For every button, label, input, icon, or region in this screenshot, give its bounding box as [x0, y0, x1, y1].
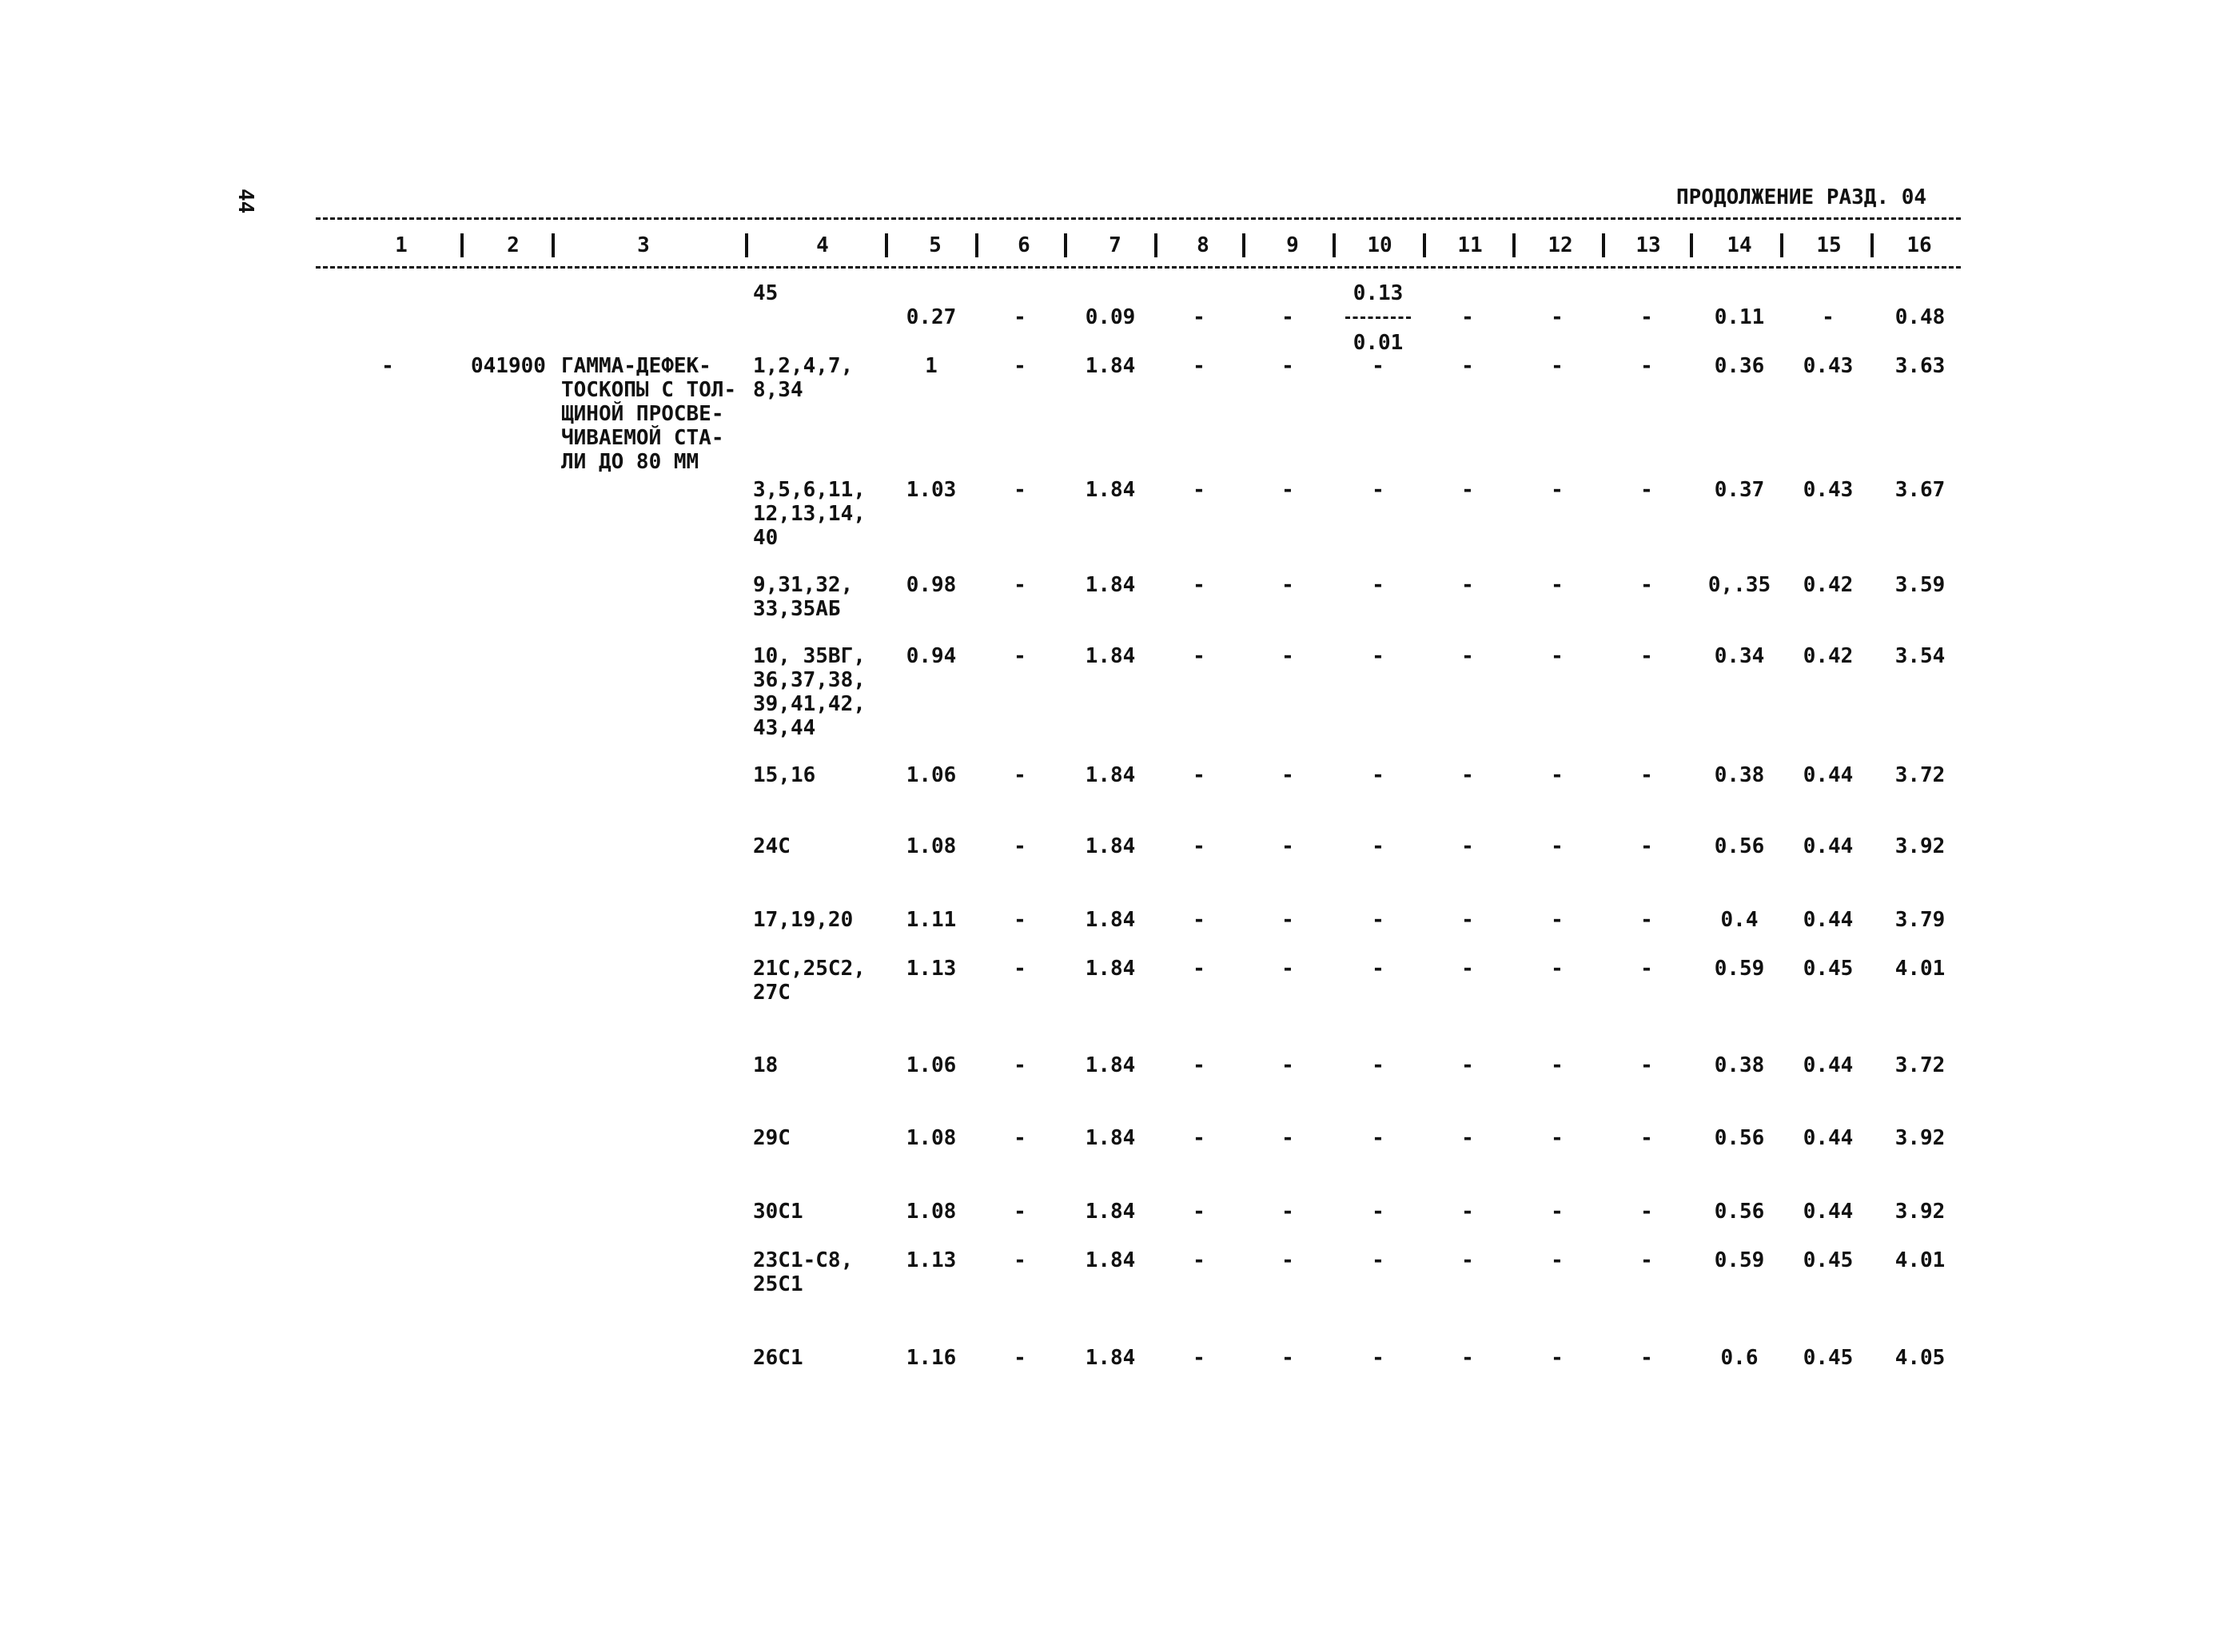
page-number: 44	[233, 189, 257, 214]
cell-col16: 3.72	[1894, 1053, 1946, 1077]
cell-col14: 0.59	[1714, 1248, 1765, 1272]
cell-col13: -	[1640, 1346, 1653, 1370]
cell-col13: -	[1640, 478, 1653, 502]
cell-col11: -	[1461, 1248, 1474, 1272]
column-separator	[1242, 233, 1245, 257]
cell-col9: -	[1281, 354, 1294, 378]
column-header-5: 5	[929, 233, 942, 257]
cell-col13: -	[1640, 1053, 1653, 1077]
cell-col14: 0.56	[1714, 1200, 1765, 1224]
cell-col15: 0.42	[1803, 573, 1854, 597]
column-separator	[1064, 233, 1067, 257]
cell-col10: -	[1372, 478, 1384, 502]
cell-col16: 3.63	[1894, 354, 1946, 378]
column-header-3: 3	[637, 233, 650, 257]
column-header-9: 9	[1286, 233, 1299, 257]
cell-col4: 15,16	[753, 763, 816, 787]
column-separator	[1780, 233, 1783, 257]
fraction-line	[1345, 316, 1411, 319]
cell-col13: -	[1640, 1200, 1653, 1224]
column-header-1: 1	[395, 233, 408, 257]
cell-col5: 1.08	[906, 1126, 957, 1150]
cell-col6: -	[1014, 1248, 1026, 1272]
cell-col6: -	[1014, 908, 1026, 932]
cell-col14: 0.36	[1714, 354, 1765, 378]
cell-col12: -	[1551, 354, 1564, 378]
column-header-14: 14	[1727, 233, 1752, 257]
cell-col4: 24С	[753, 834, 791, 858]
cell-col10-numerator: 0.13	[1353, 281, 1404, 305]
cell-col13: -	[1640, 834, 1653, 858]
cell-col8: -	[1193, 957, 1205, 981]
cell-col5: 1.16	[906, 1346, 957, 1370]
cell-col12: -	[1551, 573, 1564, 597]
cell-col7: 1.84	[1085, 354, 1136, 378]
cell-col4: 18	[753, 1053, 779, 1077]
cell-col14: 0.56	[1714, 1126, 1765, 1150]
cell-col11: -	[1461, 1200, 1474, 1224]
cell-col15: 0.43	[1803, 478, 1854, 502]
cell-col10: -	[1372, 1126, 1384, 1150]
cell-col8: -	[1193, 354, 1205, 378]
cell-col15: 0.44	[1803, 1126, 1854, 1150]
cell-col15: 0.44	[1803, 1053, 1854, 1077]
cell-col14: 0.59	[1714, 957, 1765, 981]
column-separator	[1602, 233, 1605, 257]
cell-col6: -	[1014, 478, 1026, 502]
cell-col7: 1.84	[1085, 957, 1136, 981]
column-separator	[975, 233, 978, 257]
cell-col11: -	[1461, 763, 1474, 787]
cell-col5: 1.11	[906, 908, 957, 932]
cell-col9: -	[1281, 305, 1294, 329]
cell-col8: -	[1193, 1346, 1205, 1370]
cell-col9: -	[1281, 1248, 1294, 1272]
cell-col16: 3.67	[1894, 478, 1946, 502]
cell-col10: -	[1372, 1248, 1384, 1272]
cell-col9: -	[1281, 957, 1294, 981]
cell-col8: -	[1193, 305, 1205, 329]
cell-col7: 1.84	[1085, 1126, 1136, 1150]
cell-col9: -	[1281, 1200, 1294, 1224]
column-separator	[1512, 233, 1516, 257]
cell-col4: 21С,25С2, 27С	[753, 957, 866, 1005]
cell-col10: -	[1372, 957, 1384, 981]
column-separator	[885, 233, 888, 257]
cell-col5: 1.03	[906, 478, 957, 502]
cell-col16: 3.59	[1894, 573, 1946, 597]
cell-col9: -	[1281, 644, 1294, 668]
cell-col5: 1.13	[906, 1248, 957, 1272]
table-top-rule	[316, 217, 1961, 220]
cell-col8: -	[1193, 1126, 1205, 1150]
cell-col5: 1.13	[906, 957, 957, 981]
cell-col8: -	[1193, 908, 1205, 932]
column-header-12: 12	[1548, 233, 1573, 257]
cell-col12: -	[1551, 957, 1564, 981]
cell-col6: -	[1014, 1126, 1026, 1150]
cell-col14: 0.56	[1714, 834, 1765, 858]
cell-col6: -	[1014, 644, 1026, 668]
cell-col4: 30С1	[753, 1200, 803, 1224]
cell-col15: 0.45	[1803, 1346, 1854, 1370]
column-header-13: 13	[1635, 233, 1661, 257]
cell-col7: 0.09	[1085, 305, 1136, 329]
cell-col14: 0.34	[1714, 644, 1765, 668]
cell-col8: -	[1193, 1248, 1205, 1272]
cell-col6: -	[1014, 1346, 1026, 1370]
column-header-8: 8	[1197, 233, 1209, 257]
cell-col9: -	[1281, 478, 1294, 502]
cell-col8: -	[1193, 763, 1205, 787]
cell-col13: -	[1640, 573, 1653, 597]
cell-col8: -	[1193, 834, 1205, 858]
cell-col7: 1.84	[1085, 1053, 1136, 1077]
group-name: ГАММА-ДЕФЕК- ТОСКОПЫ С ТОЛ- ЩИНОЙ ПРОСВЕ- ЧИВАЕМОЙ СТА- ЛИ ДО 80 ММ	[561, 354, 737, 474]
cell-col7: 1.84	[1085, 763, 1136, 787]
cell-col12: -	[1551, 834, 1564, 858]
column-header-10: 10	[1367, 233, 1392, 257]
cell-col5: 0.27	[906, 305, 957, 329]
cell-col6: -	[1014, 573, 1026, 597]
cell-col9: -	[1281, 1126, 1294, 1150]
cell-col11: -	[1461, 1126, 1474, 1150]
cell-col10: -	[1372, 834, 1384, 858]
cell-col5: 1.06	[906, 1053, 957, 1077]
cell-col4: 26С1	[753, 1346, 803, 1370]
column-separator	[1690, 233, 1693, 257]
cell-col13: -	[1640, 644, 1653, 668]
cell-col10: -	[1372, 1053, 1384, 1077]
cell-col13: -	[1640, 763, 1653, 787]
cell-col15: 0.45	[1803, 1248, 1854, 1272]
cell-col15: 0.44	[1803, 834, 1854, 858]
cell-col5: 1	[925, 354, 938, 378]
column-header-2: 2	[507, 233, 520, 257]
cell-col14: 0.11	[1714, 305, 1765, 329]
cell-col10: -	[1372, 573, 1384, 597]
cell-col16: 3.72	[1894, 763, 1946, 787]
cell-col9: -	[1281, 1053, 1294, 1077]
cell-col14: 0.38	[1714, 763, 1765, 787]
cell-col7: 1.84	[1085, 644, 1136, 668]
cell-col11: -	[1461, 957, 1474, 981]
cell-col11: -	[1461, 354, 1474, 378]
group-code: 041900	[471, 354, 546, 378]
cell-col7: 1.84	[1085, 478, 1136, 502]
cell-col11: -	[1461, 644, 1474, 668]
cell-col5: 1.08	[906, 834, 957, 858]
cell-col4: 1,2,4,7, 8,34	[753, 354, 854, 402]
cell-col7: 1.84	[1085, 573, 1136, 597]
cell-col15: -	[1822, 305, 1835, 329]
cell-col8: -	[1193, 478, 1205, 502]
cell-col4: 29С	[753, 1126, 791, 1150]
cell-col10: -	[1372, 763, 1384, 787]
cell-col16: 3.79	[1894, 908, 1946, 932]
cell-col12: -	[1551, 305, 1564, 329]
cell-col16: 0.48	[1894, 305, 1946, 329]
cell-col16: 3.92	[1894, 834, 1946, 858]
cell-col4: 17,19,20	[753, 908, 854, 932]
cell-col13: -	[1640, 957, 1653, 981]
cell-col12: -	[1551, 1248, 1564, 1272]
cell-col16: 3.54	[1894, 644, 1946, 668]
cell-col16: 4.01	[1894, 957, 1946, 981]
cell-col8: -	[1193, 573, 1205, 597]
cell-col16: 3.92	[1894, 1200, 1946, 1224]
cell-col9: -	[1281, 573, 1294, 597]
section-continuation-title: ПРОДОЛЖЕНИЕ РАЗД. 04	[1676, 185, 1927, 209]
cell-col12: -	[1551, 1200, 1564, 1224]
cell-col4: 23С1-С8, 25С1	[753, 1248, 854, 1296]
cell-col14: 0.6	[1720, 1346, 1759, 1370]
cell-col6: -	[1014, 957, 1026, 981]
cell-col6: -	[1014, 305, 1026, 329]
cell-col4: 9,31,32, 33,35АБ	[753, 573, 854, 621]
column-separator	[1870, 233, 1874, 257]
cell-col15: 0.42	[1803, 644, 1854, 668]
cell-col11: -	[1461, 834, 1474, 858]
cell-col14: 0.37	[1714, 478, 1765, 502]
cell-col11: -	[1461, 478, 1474, 502]
cell-col14: 0.4	[1720, 908, 1759, 932]
column-separator	[1154, 233, 1157, 257]
cell-col14: 0,.35	[1707, 573, 1771, 597]
cell-col9: -	[1281, 1346, 1294, 1370]
cell-col12: -	[1551, 1053, 1564, 1077]
cell-col7: 1.84	[1085, 1248, 1136, 1272]
cell-col6: -	[1014, 354, 1026, 378]
cell-col16: 4.01	[1894, 1248, 1946, 1272]
cell-col7: 1.84	[1085, 1200, 1136, 1224]
cell-col12: -	[1551, 478, 1564, 502]
cell-col6: -	[1014, 834, 1026, 858]
cell-col12: -	[1551, 1126, 1564, 1150]
cell-col4: 3,5,6,11, 12,13,14, 40	[753, 478, 866, 550]
column-header-11: 11	[1457, 233, 1483, 257]
cell-col1: -	[381, 354, 394, 378]
cell-col10: -	[1372, 1200, 1384, 1224]
cell-col13: -	[1640, 1126, 1653, 1150]
cell-col15: 0.44	[1803, 1200, 1854, 1224]
cell-col10: -	[1372, 644, 1384, 668]
cell-col4: 45	[753, 281, 779, 305]
cell-col13: -	[1640, 908, 1653, 932]
cell-col10: -	[1372, 354, 1384, 378]
column-separator	[1423, 233, 1426, 257]
column-separator	[745, 233, 748, 257]
cell-col15: 0.43	[1803, 354, 1854, 378]
cell-col7: 1.84	[1085, 1346, 1136, 1370]
cell-col16: 4.05	[1894, 1346, 1946, 1370]
header-bottom-rule	[316, 266, 1961, 269]
cell-col7: 1.84	[1085, 834, 1136, 858]
column-header-15: 15	[1816, 233, 1842, 257]
column-header-7: 7	[1109, 233, 1121, 257]
cell-col15: 0.45	[1803, 957, 1854, 981]
cell-col10-denominator: 0.01	[1353, 331, 1404, 355]
cell-col4: 10, 35ВГ, 36,37,38, 39,41,42, 43,44	[753, 644, 866, 740]
cell-col6: -	[1014, 1200, 1026, 1224]
cell-col5: 0.94	[906, 644, 957, 668]
cell-col13: -	[1640, 354, 1653, 378]
column-separator	[1333, 233, 1336, 257]
cell-col7: 1.84	[1085, 908, 1136, 932]
cell-col15: 0.44	[1803, 763, 1854, 787]
cell-col16: 3.92	[1894, 1126, 1946, 1150]
cell-col10: -	[1372, 1346, 1384, 1370]
cell-col13: -	[1640, 305, 1653, 329]
cell-col5: 1.08	[906, 1200, 957, 1224]
cell-col11: -	[1461, 1346, 1474, 1370]
cell-col10: -	[1372, 908, 1384, 932]
cell-col6: -	[1014, 1053, 1026, 1077]
cell-col13: -	[1640, 1248, 1653, 1272]
cell-col5: 0.98	[906, 573, 957, 597]
cell-col8: -	[1193, 1053, 1205, 1077]
cell-col9: -	[1281, 763, 1294, 787]
cell-col15: 0.44	[1803, 908, 1854, 932]
cell-col8: -	[1193, 1200, 1205, 1224]
column-separator	[460, 233, 464, 257]
column-header-16: 16	[1906, 233, 1932, 257]
cell-col8: -	[1193, 644, 1205, 668]
cell-col6: -	[1014, 763, 1026, 787]
cell-col11: -	[1461, 1053, 1474, 1077]
cell-col12: -	[1551, 1346, 1564, 1370]
column-header-6: 6	[1018, 233, 1030, 257]
cell-col11: -	[1461, 908, 1474, 932]
cell-col12: -	[1551, 763, 1564, 787]
cell-col5: 1.06	[906, 763, 957, 787]
cell-col12: -	[1551, 644, 1564, 668]
column-header-4: 4	[816, 233, 829, 257]
cell-col11: -	[1461, 573, 1474, 597]
cell-col14: 0.38	[1714, 1053, 1765, 1077]
cell-col11: -	[1461, 305, 1474, 329]
cell-col9: -	[1281, 834, 1294, 858]
cell-col12: -	[1551, 908, 1564, 932]
cell-col9: -	[1281, 908, 1294, 932]
column-separator	[552, 233, 555, 257]
